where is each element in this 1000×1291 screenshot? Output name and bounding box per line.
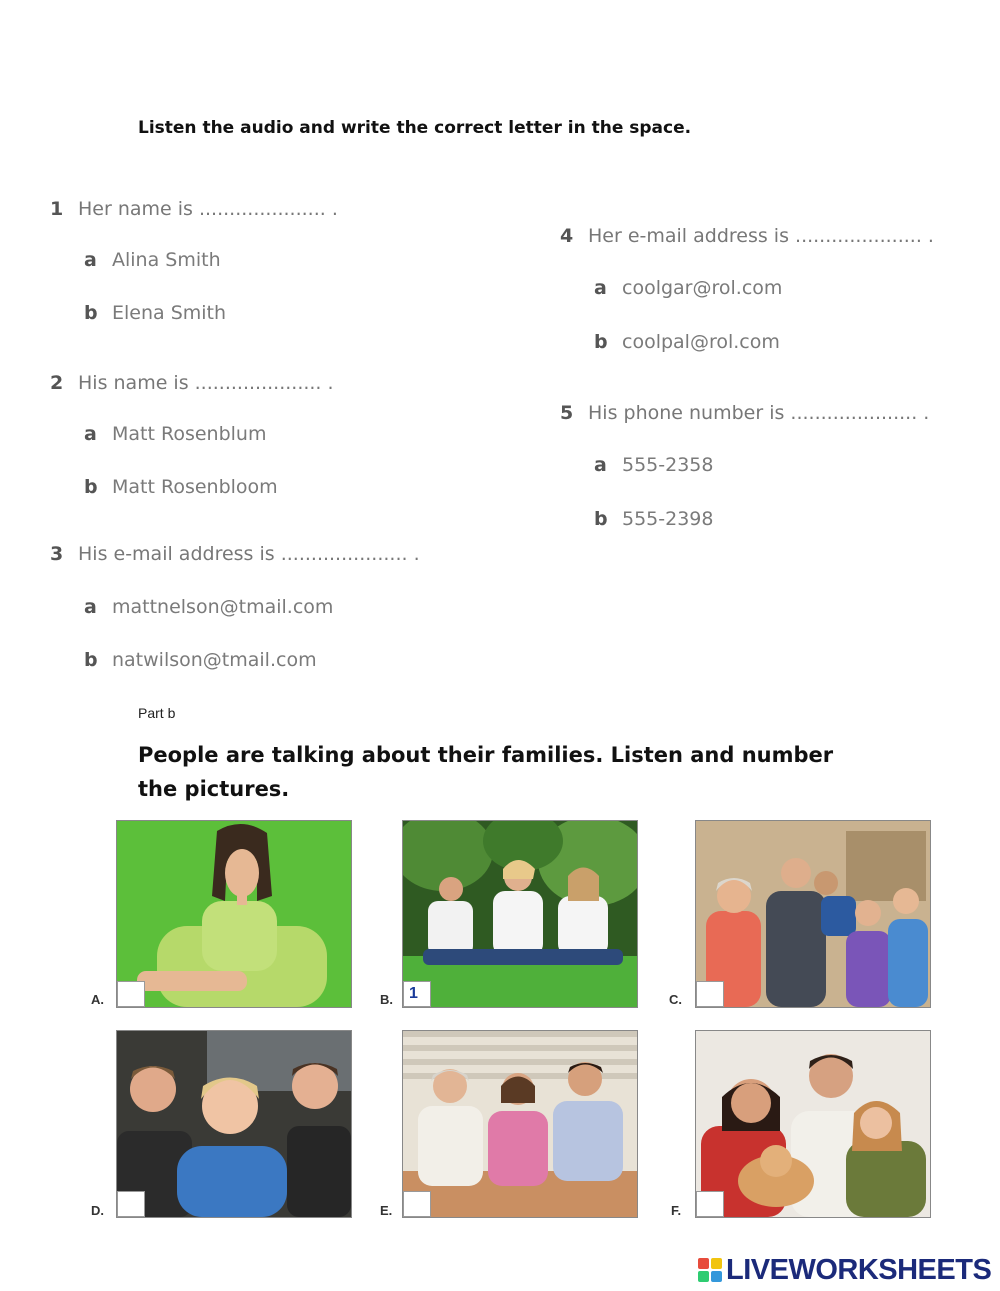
answer-box-d[interactable] <box>117 1191 145 1217</box>
option-3b <box>84 649 317 671</box>
answer-box-c[interactable] <box>696 981 724 1007</box>
picture-label-a: A. <box>91 992 104 1007</box>
photo-b <box>402 820 638 1008</box>
question-number: 1 <box>50 198 64 220</box>
answer-box-e[interactable] <box>403 1191 431 1217</box>
option-letter: a <box>84 423 97 445</box>
logo-text: LIVEWORKSHEETS <box>726 1253 992 1286</box>
photo-c <box>695 820 931 1008</box>
question-number: 3 <box>50 543 64 565</box>
liveworksheets-logo[interactable] <box>698 1255 991 1285</box>
option-letter: a <box>84 596 97 618</box>
part-label: Part b <box>138 705 176 721</box>
option-letter: a <box>594 454 607 476</box>
answer-box-b[interactable]: 1 <box>403 981 431 1007</box>
question-3 <box>50 543 420 565</box>
option-1b <box>84 302 226 324</box>
picture-label-d: D. <box>91 1203 104 1218</box>
picture-label-f: F. <box>671 1203 682 1218</box>
option-2b <box>84 476 278 498</box>
option-text: Elena Smith <box>112 302 227 324</box>
question-1 <box>50 198 338 220</box>
logo-square <box>711 1271 722 1282</box>
instruction-text: Listen the audio and write the correct letter in the space. <box>138 118 692 138</box>
photo-f <box>695 1030 931 1218</box>
question-number: 5 <box>560 402 574 424</box>
option-3a <box>84 596 333 618</box>
photo-a <box>116 820 352 1008</box>
photo-d <box>116 1030 352 1218</box>
question-2 <box>50 372 334 394</box>
option-letter: b <box>84 302 98 324</box>
question-text: Her name is ..................... . <box>78 198 338 220</box>
question-text: Her e-mail address is ..................... . <box>588 225 934 247</box>
question-5 <box>560 402 929 424</box>
option-text: 555-2398 <box>622 508 714 530</box>
option-letter: b <box>84 476 98 498</box>
question-4 <box>560 225 934 247</box>
option-2a <box>84 423 266 445</box>
option-5a <box>594 454 713 476</box>
option-text: natwilson@tmail.com <box>112 649 317 671</box>
option-letter: b <box>84 649 98 671</box>
logo-square <box>711 1258 722 1269</box>
option-text: coolpal@rol.com <box>622 331 780 353</box>
question-text: His name is ..................... . <box>78 372 334 394</box>
option-letter: b <box>594 508 608 530</box>
option-text: mattnelson@tmail.com <box>112 596 334 618</box>
picture-label-b: B. <box>380 992 393 1007</box>
option-text: coolgar@rol.com <box>622 277 783 299</box>
logo-icon <box>698 1258 722 1282</box>
option-4b <box>594 331 780 353</box>
question-number: 4 <box>560 225 574 247</box>
question-text: His e-mail address is ..................... . <box>78 543 420 565</box>
option-text: Alina Smith <box>112 249 221 271</box>
question-number: 2 <box>50 372 64 394</box>
answer-box-a[interactable] <box>117 981 145 1007</box>
option-letter: a <box>84 249 97 271</box>
option-1a <box>84 249 221 271</box>
option-letter: b <box>594 331 608 353</box>
option-text: Matt Rosenblum <box>112 423 267 445</box>
option-text: 555-2358 <box>622 454 714 476</box>
logo-square <box>698 1258 709 1269</box>
photo-e <box>402 1030 638 1218</box>
picture-label-e: E. <box>380 1203 393 1218</box>
logo-square <box>698 1271 709 1282</box>
option-4a <box>594 277 782 299</box>
option-letter: a <box>594 277 607 299</box>
instruction-part-b: People are talking about their families. Listen and number the pictures. <box>138 743 834 801</box>
picture-label-c: C. <box>669 992 682 1007</box>
answer-box-f[interactable] <box>696 1191 724 1217</box>
question-text: His phone number is ..................... . <box>588 402 930 424</box>
option-5b <box>594 508 713 530</box>
option-text: Matt Rosenbloom <box>112 476 278 498</box>
